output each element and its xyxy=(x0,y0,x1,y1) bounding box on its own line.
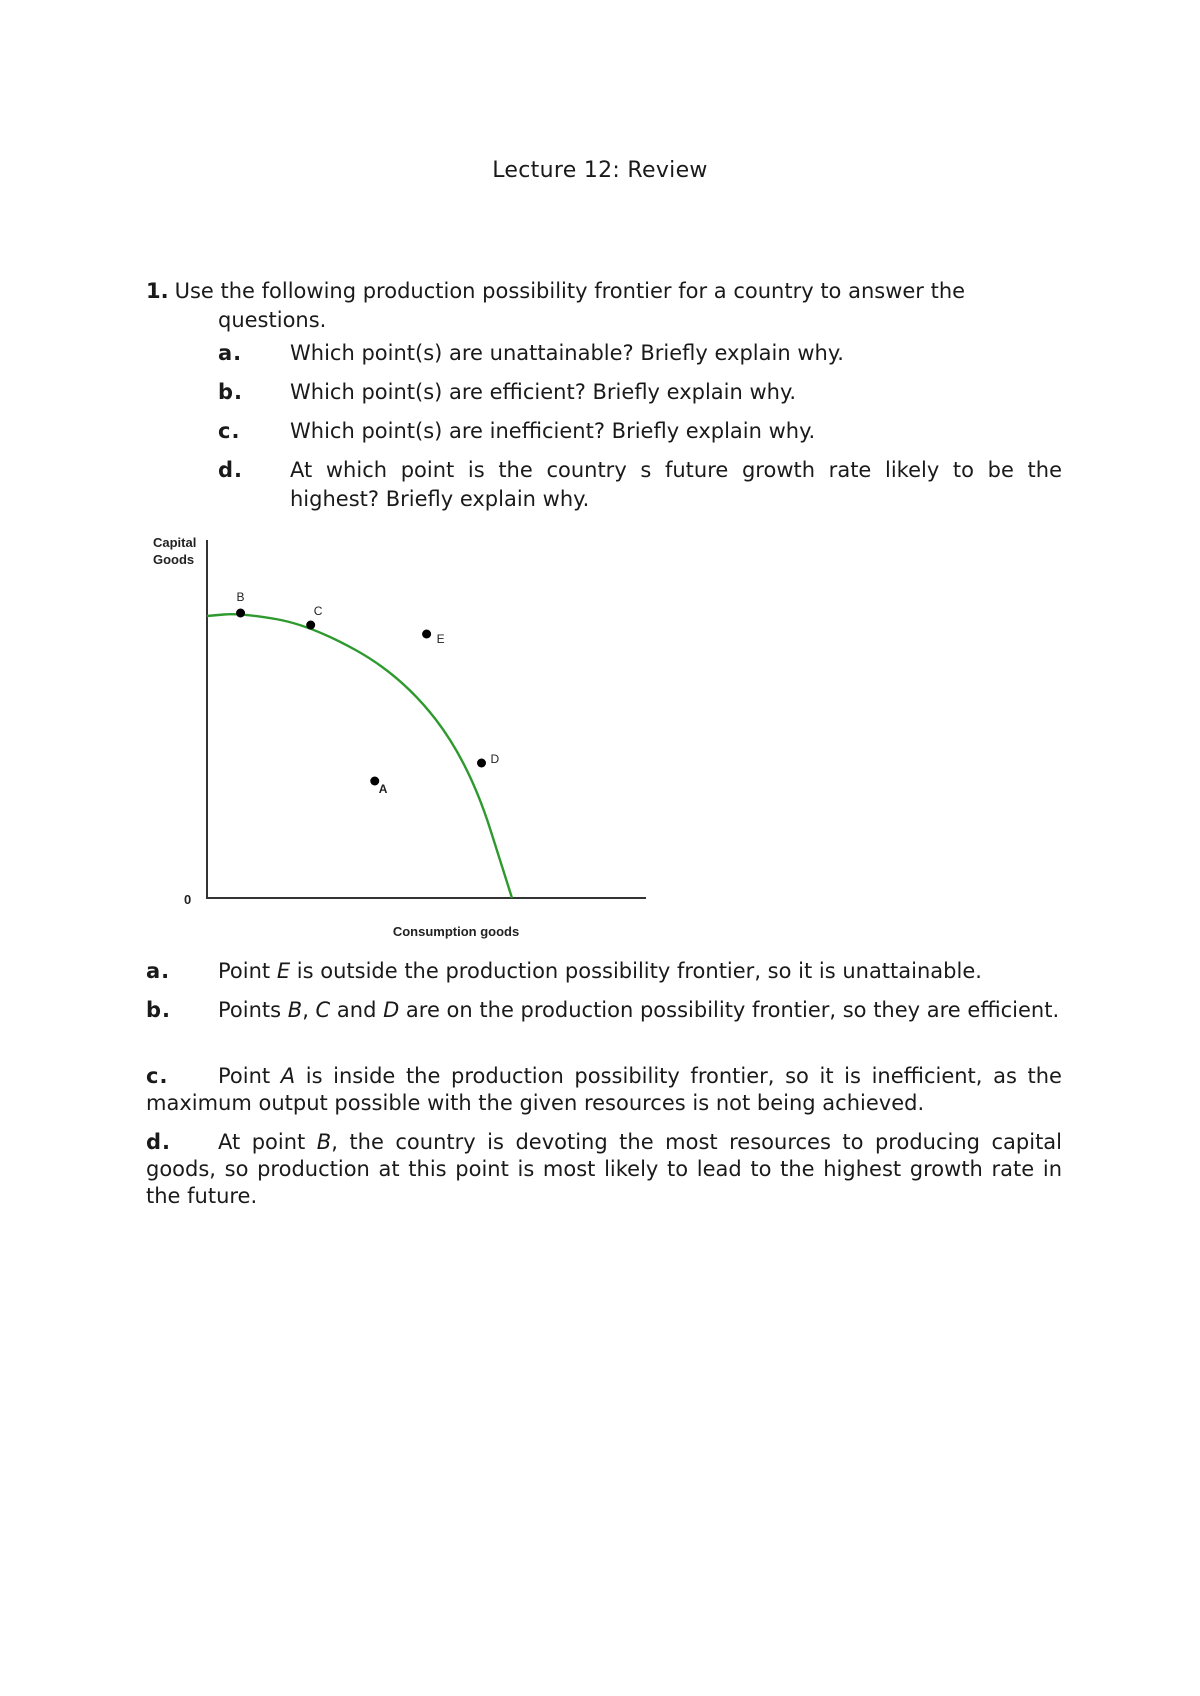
answer-text-part: is inside the production possibility frontier, so it is inefficient, as the maximum output possible with the given resources is not being achieved. xyxy=(146,1064,1062,1115)
sub-question-c xyxy=(218,417,1062,446)
sub-question-d xyxy=(218,456,1062,514)
answer-a xyxy=(146,958,1062,985)
point-b-label: B xyxy=(236,590,245,604)
answer-point-ref: A xyxy=(280,1064,296,1088)
chart-points xyxy=(236,590,499,796)
answer-point-ref: E xyxy=(276,959,291,983)
question-number: 1. xyxy=(146,279,169,303)
answer-letter: c. xyxy=(146,1064,169,1088)
sub-question-b xyxy=(218,378,1062,407)
y-axis-label-line2: Goods xyxy=(153,552,195,567)
sub-question-letter: c. xyxy=(218,419,241,443)
answer-text-part: is outside the production possibility frontier, so it is unattainable. xyxy=(290,959,982,983)
answer-text-part: Point xyxy=(218,959,277,983)
answer-point-ref: C xyxy=(315,998,331,1022)
point-b-marker xyxy=(236,609,245,618)
point-e-label: E xyxy=(436,632,445,646)
origin-label: 0 xyxy=(184,892,192,907)
point-c-marker xyxy=(306,621,315,630)
question-intro-text: Use the following production possibility frontier for a country to answer the xyxy=(174,279,966,303)
answer-letter: d. xyxy=(146,1130,172,1154)
page-title: Lecture 12: Review xyxy=(492,158,708,183)
sub-question-letter: a. xyxy=(218,341,243,365)
answer-d xyxy=(146,1129,1062,1210)
sub-question-a xyxy=(218,339,1062,368)
question-intro xyxy=(146,277,1062,335)
point-a-label: A xyxy=(378,782,388,796)
production-possibility-frontier xyxy=(207,614,512,898)
ppf-chart-svg xyxy=(146,530,666,950)
y-axis-label-line1: Capital xyxy=(153,535,197,550)
sub-question-text: At which point is the country s future growth rate likely to be the highest? Briefly explain why. xyxy=(290,458,1062,511)
point-d-label: D xyxy=(490,752,500,766)
x-axis-label: Consumption goods xyxy=(392,924,520,939)
sub-question-text: Which point(s) are unattainable? Briefly explain why. xyxy=(290,341,844,365)
point-d-marker xyxy=(477,759,486,768)
sub-question-text: Which point(s) are inefficient? Briefly explain why. xyxy=(290,419,816,443)
answer-text-part: At point xyxy=(218,1130,317,1154)
answer-point-ref: B xyxy=(287,998,303,1022)
ppf-chart xyxy=(146,530,666,950)
answer-letter: b. xyxy=(146,998,172,1022)
answer-letter: a. xyxy=(146,959,171,983)
answer-text-part: Points xyxy=(218,998,288,1022)
answer-text-part: , xyxy=(302,998,316,1022)
answer-text-part: and xyxy=(330,998,384,1022)
sub-question-text: Which point(s) are efficient? Briefly explain why. xyxy=(290,380,797,404)
answer-c xyxy=(146,1063,1062,1117)
sub-question-letter: b. xyxy=(218,380,244,404)
point-e-marker xyxy=(422,630,431,639)
point-c-label: C xyxy=(313,604,323,618)
answer-text-part: are on the production possibility frontier, so they are efficient. xyxy=(399,998,1060,1022)
answer-text-part: Point xyxy=(218,1064,281,1088)
sub-question-letter: d. xyxy=(218,458,244,482)
answer-b xyxy=(146,997,1062,1024)
answer-point-ref: D xyxy=(383,998,400,1022)
answer-point-ref: B xyxy=(316,1130,332,1154)
answer-text-part: , the country is devoting the most resources to producing capital goods, so production at this point is most likely to lead to the highest growth rate in the future. xyxy=(146,1130,1063,1208)
question-intro-continuation: questions. xyxy=(218,308,327,332)
